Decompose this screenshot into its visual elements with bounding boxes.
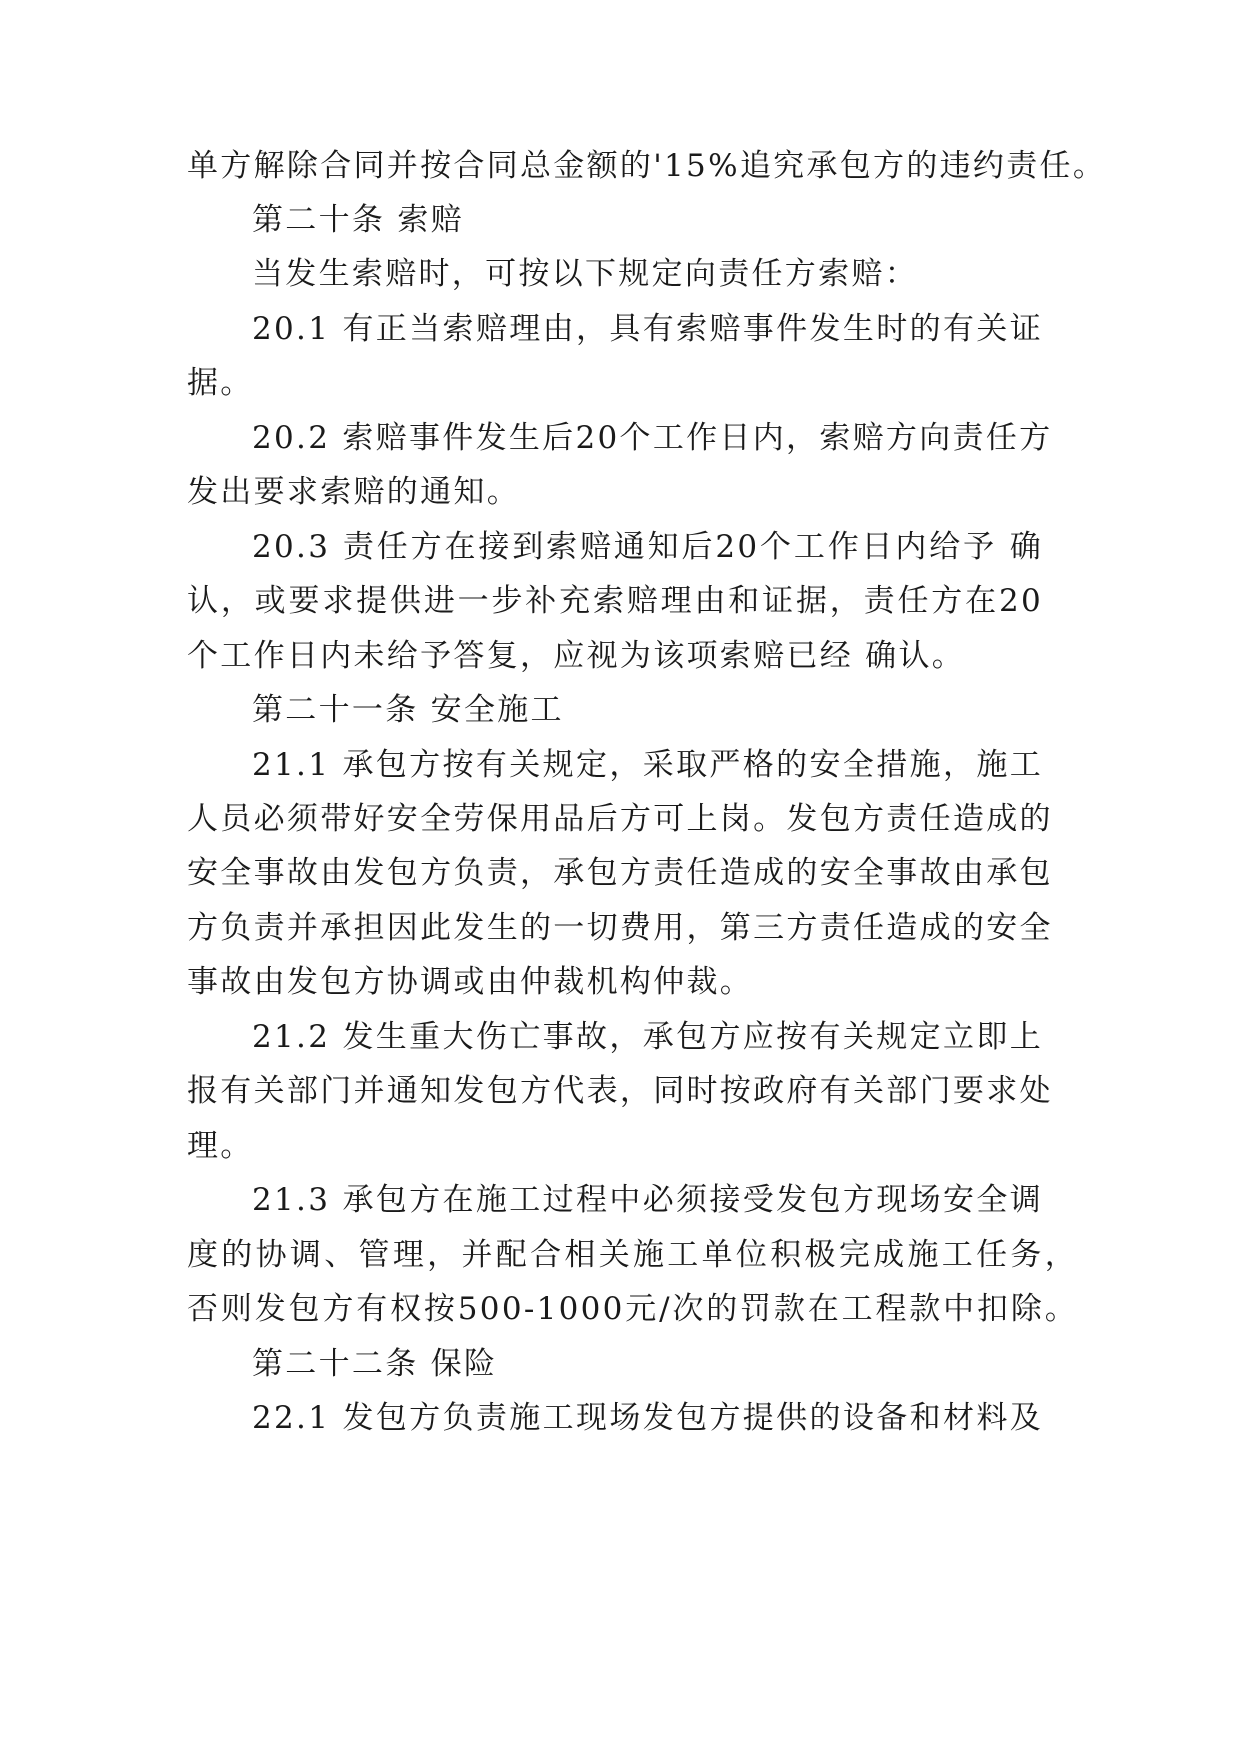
text-line-16: 事故由发包方协调或由仲裁机构仲裁。 xyxy=(187,964,754,1000)
clause-21-2: 21.2 发生重大伤亡事故，承包方应按有关规定立即上 xyxy=(252,1019,1043,1055)
text-line-9: 认，或要求提供进一步补充索赔理由和证据，责任方在20 xyxy=(187,583,1043,619)
clause-20-2: 20.2 索赔事件发生后20个工作日内，索赔方向责任方 xyxy=(252,420,1053,456)
text-line-10: 个工作日内未给予答复，应视为该项索赔已经 确认。 xyxy=(187,638,966,674)
text-line-19: 理。 xyxy=(187,1128,254,1164)
article-22-heading: 第二十二条 保险 xyxy=(252,1346,498,1382)
text-line-13: 人员必须带好安全劳保用品后方可上岗。发包方责任造成的 xyxy=(187,801,1053,837)
text-line-18: 报有关部门并通知发包方代表，同时按政府有关部门要求处 xyxy=(187,1073,1053,1109)
text-line-14: 安全事故由发包方负责，承包方责任造成的安全事故由承包 xyxy=(187,855,1053,891)
clause-20-3: 20.3 责任方在接到索赔通知后20个工作日内给予 确 xyxy=(252,529,1043,565)
text-line-15: 方负责并承担因此发生的一切费用，第三方责任造成的安全 xyxy=(187,910,1053,946)
text-line-3: 当发生索赔时，可按以下规定向责任方索赔： xyxy=(252,256,918,292)
text-line-5: 据。 xyxy=(187,365,254,401)
text-line-7: 发出要求索赔的通知。 xyxy=(187,474,520,510)
clause-21-3: 21.3 承包方在施工过程中必须接受发包方现场安全调 xyxy=(252,1182,1043,1218)
clause-21-1: 21.1 承包方按有关规定，采取严格的安全措施，施工 xyxy=(252,747,1043,783)
article-20-heading: 第二十条 索赔 xyxy=(252,202,464,238)
article-21-heading: 第二十一条 安全施工 xyxy=(252,692,564,728)
clause-20-1: 20.1 有正当索赔理由，具有索赔事件发生时的有关证 xyxy=(252,311,1043,347)
clause-22-1: 22.1 发包方负责施工现场发包方提供的设备和材料及 xyxy=(252,1400,1043,1436)
text-line-22: 否则发包方有权按500-1000元/次的罚款在工程款中扣除。 xyxy=(187,1291,1078,1327)
text-line-1: 单方解除合同并按合同总金额的'15%追究承包方的违约责任。 xyxy=(187,148,1107,184)
text-line-21: 度的协调、管理，并配合相关施工单位积极完成施工任务， xyxy=(187,1237,1078,1273)
